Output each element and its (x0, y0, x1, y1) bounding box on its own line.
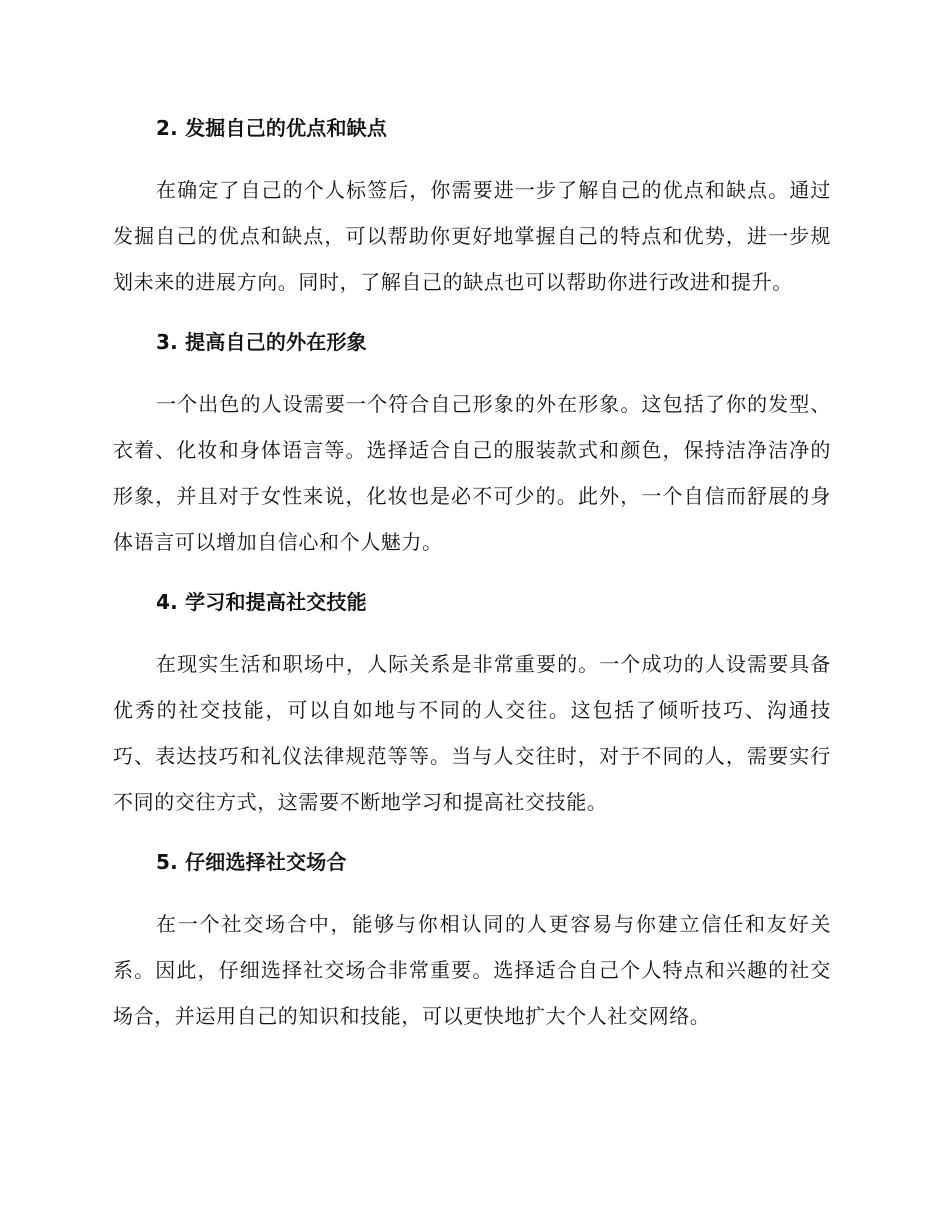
section-paragraph: 在确定了自己的个人标签后，你需要进一步了解自己的优点和缺点。通过发掘自己的优点和缺点，可以帮助你更好地掌握自己的特点和优势，进一步规划未来的进展方向。同时，了解自己的缺点也可以帮助你进行改进和提升。 (113, 178, 831, 294)
document-body (113, 108, 831, 1039)
section-heading: 4. 学习和提高社交技能 (156, 590, 367, 614)
section-paragraph: 在现实生活和职场中，人际关系是非常重要的。一个成功的人设需要具备优秀的社交技能，可以自如地与不同的人交往。这包括了倾听技巧、沟通技巧、表达技巧和礼仪法律规范等等。当与人交往时，对于不同的人，需要实行不同的交往方式，这需要不断地学习和提高社交技能。 (113, 652, 831, 814)
section-heading: 5. 仔细选择社交场合 (156, 850, 347, 874)
section-social-skills (113, 582, 831, 842)
section-social-occasions (113, 842, 831, 1039)
section-paragraph: 在一个社交场合中，能够与你相认同的人更容易与你建立信任和友好关系。因此，仔细选择社交场合非常重要。选择适合自己个人特点和兴趣的社交场合，并运用自己的知识和技能，可以更快地扩大个人社交网络。 (113, 912, 831, 1028)
section-paragraph: 一个出色的人设需要一个符合自己形象的外在形象。这包括了你的发型、衣着、化妆和身体语言等。选择适合自己的服装款式和颜色，保持洁净洁净的形象，并且对于女性来说，化妆也是必不可少的。此外，一个自信而舒展的身体语言可以增加自信心和个人魅力。 (113, 392, 831, 554)
section-heading: 2. 发掘自己的优点和缺点 (156, 116, 388, 140)
section-appearance (113, 322, 831, 582)
section-strengths-weaknesses (113, 108, 831, 322)
section-heading: 3. 提高自己的外在形象 (156, 330, 367, 354)
